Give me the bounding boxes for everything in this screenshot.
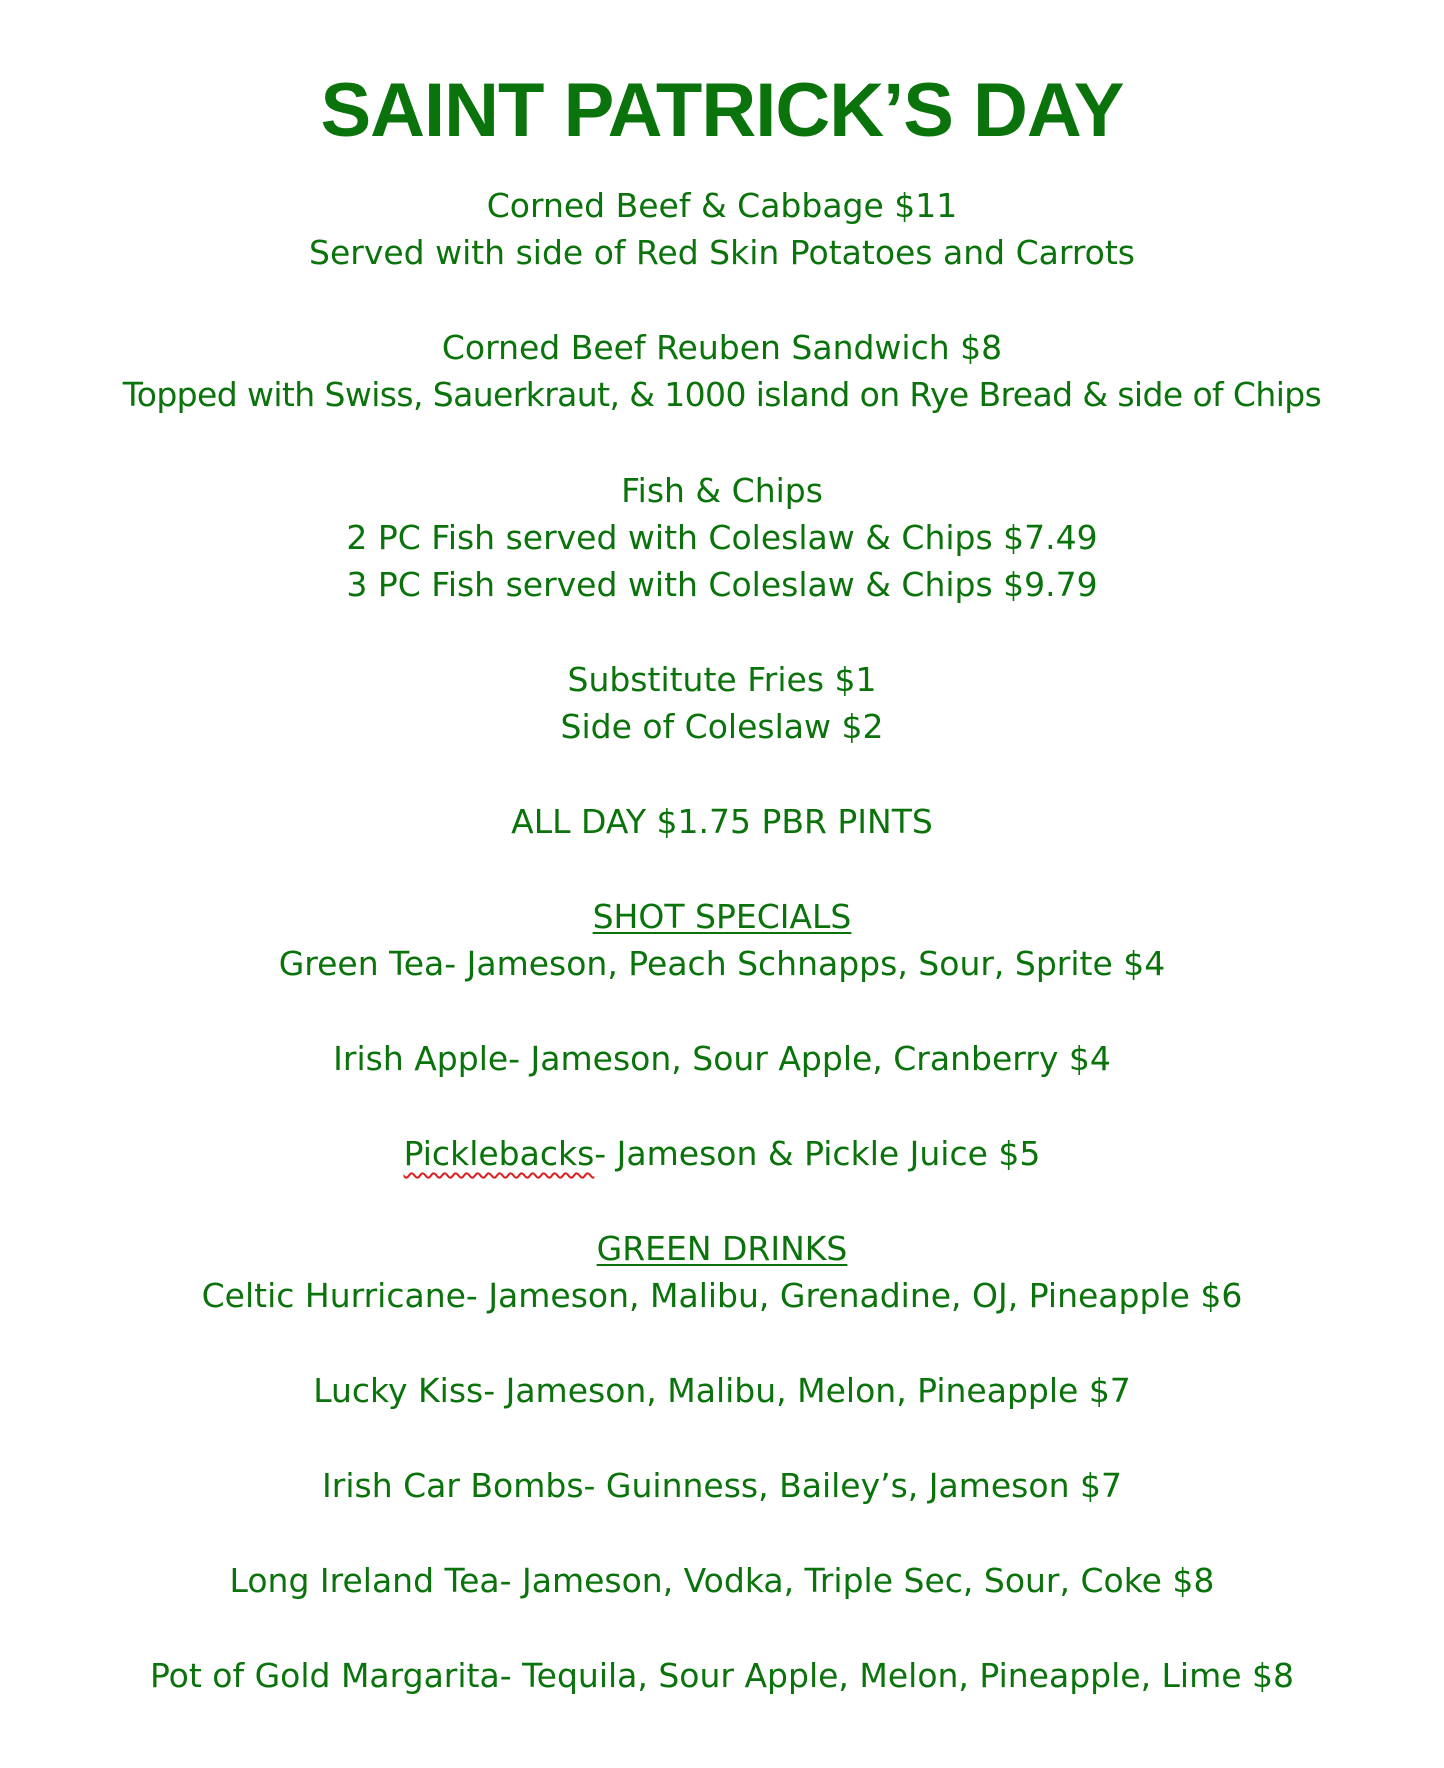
- drink-irish-car-bombs: Irish Car Bombs- Guinness, Bailey’s, Jameson $7: [322, 1466, 1122, 1505]
- item-corned-beef-cabbage-description: Served with side of Red Skin Potatoes and Carrots: [309, 233, 1135, 272]
- page-title: SAINT PATRICK’S DAY: [320, 68, 1124, 153]
- green-drinks-heading-text: GREEN DRINKS: [596, 1229, 848, 1268]
- drink-long-ireland-tea: Long Ireland Tea- Jameson, Vodka, Triple Sec, Sour, Coke $8: [229, 1561, 1215, 1600]
- shot-specials-heading-text: SHOT SPECIALS: [592, 897, 852, 936]
- picklebacks-misspelled-word: Picklebacks: [403, 1134, 595, 1173]
- picklebacks-description: - Jameson & Pickle Juice $5: [594, 1134, 1041, 1173]
- item-substitute-fries: Substitute Fries $1: [567, 660, 877, 699]
- drink-pot-of-gold-margarita: Pot of Gold Margarita- Tequila, Sour Apple, Melon, Pineapple, Lime $8: [149, 1656, 1295, 1695]
- drink-celtic-hurricane: Celtic Hurricane- Jameson, Malibu, Grenadine, OJ, Pineapple $6: [201, 1276, 1243, 1315]
- item-fish-2pc: 2 PC Fish served with Coleslaw & Chips $7.49: [346, 518, 1098, 557]
- shot-specials-heading: [0, 896, 1444, 938]
- item-side-coleslaw: Side of Coleslaw $2: [560, 707, 884, 746]
- item-reuben-sandwich-description: Topped with Swiss, Sauerkraut, & 1000 island on Rye Bread & side of Chips: [122, 375, 1322, 414]
- item-corned-beef-cabbage: Corned Beef & Cabbage $11: [486, 186, 958, 225]
- item-reuben-sandwich: Corned Beef Reuben Sandwich $8: [441, 328, 1003, 367]
- item-fish-and-chips: Fish & Chips: [621, 471, 823, 510]
- shot-picklebacks: [0, 1133, 1444, 1175]
- shot-irish-apple: Irish Apple- Jameson, Sour Apple, Cranberry $4: [333, 1039, 1111, 1078]
- green-drinks-heading: [0, 1228, 1444, 1270]
- shot-green-tea: Green Tea- Jameson, Peach Schnapps, Sour, Sprite $4: [278, 944, 1166, 983]
- pbr-pints-special: ALL DAY $1.75 PBR PINTS: [511, 802, 933, 841]
- drink-lucky-kiss: Lucky Kiss- Jameson, Malibu, Melon, Pineapple $7: [313, 1371, 1131, 1410]
- item-fish-3pc: 3 PC Fish served with Coleslaw & Chips $9.79: [346, 565, 1098, 604]
